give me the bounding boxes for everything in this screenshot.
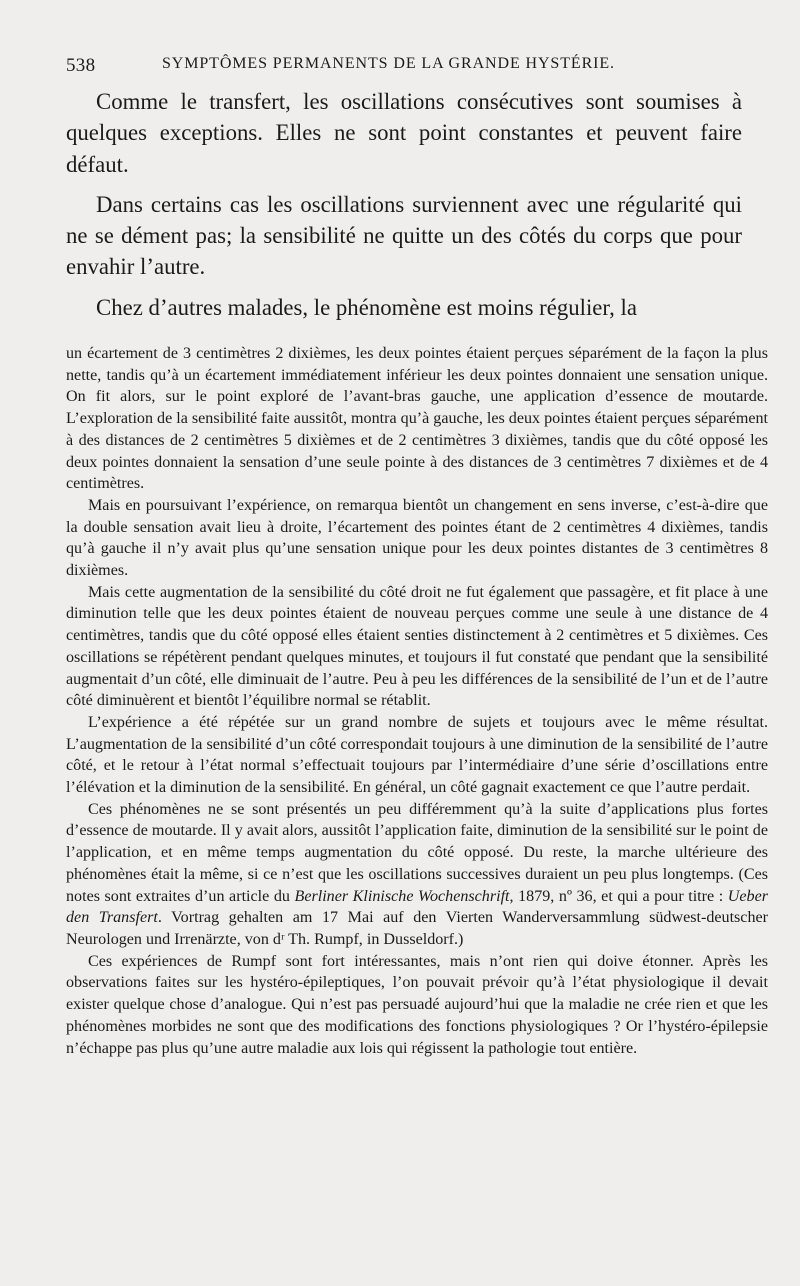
- note-p5-text-b: , 1879, nº 36, et qui a pour titre :: [509, 887, 724, 905]
- footnote-block: [66, 343, 768, 1059]
- note-paragraph-2: Mais en poursuivant l’expérience, on remarqua bientôt un changement en sens inverse, c’est-à-dire que la double sensation avait lieu à droite, l’écartement des pointes étant de 2 centimètres 4 dixièmes, tandis qu’à gauche il n’y avait plus qu’une sensation unique pour les deux pointes distantes de 3 centimètres 8 dixièmes.: [66, 496, 768, 580]
- running-head: SYMPTÔMES PERMANENTS DE LA GRANDE HYSTÉRIE.: [162, 55, 615, 72]
- note-paragraph-1: un écartement de 3 centimètres 2 dixièmes, les deux pointes étaient perçues séparément de la façon la plus nette, tandis qu’à un écartement immédiatement inférieur les deux pointes donnaient une sensation unique. On fit alors, sur le point exploré de l’avant-bras gauche, une application d’essence de moutarde. L’exploration de la sensibilité faite aussitôt, montra qu’à gauche, les deux pointes étaient perçues séparément à des distances de 2 centimètres 5 dixièmes et de 2 centimètres 3 dixièmes, tandis que du côté opposé les deux pointes donnaient la sensation d’une seule pointe à des distances de 3 centimètres 7 dixièmes et de 4 centimètres.: [66, 345, 768, 493]
- page-number: 538: [66, 55, 96, 76]
- article-title: Ueber den Transfert: [66, 887, 768, 927]
- main-paragraph-3: Chez d’autres malades, le phénomène est moins régulier, la: [96, 294, 637, 320]
- main-paragraph-1: Comme le transfert, les oscillations consécutives sont soumises à quelques exceptions. Elles ne sont point constantes et peuvent faire défaut.: [66, 89, 742, 177]
- main-text: [66, 86, 742, 323]
- note-paragraph-5: [66, 799, 768, 951]
- note-paragraph-4: L’expérience a été répétée sur un grand nombre de sujets et toujours avec le même résultat. L’augmentation de la sensibilité d’un côté correspondait toujours à une diminution de la sensibilité de l’autre côté, et le retour à l’état normal s’effectuait toujours par l’intermédiaire d’une série d’oscillations entre l’élévation et la diminution de la sensibilité. En général, un côté gagnait exactement ce que l’autre perdait.: [66, 713, 768, 797]
- main-paragraph-2: Dans certains cas les oscillations surviennent avec une régularité qui ne se dément pas; la sensibilité ne quitte un des côtés du corps que pour envahir l’autre.: [66, 191, 742, 280]
- note-p5-text-c: . Vortrag gehalten am 17 Mai auf den Vierten Wanderversammlung südwest-deutscher Neurologen und Irrenärzte, von dʳ Th. Rumpf, in Dusseldorf.): [66, 909, 768, 948]
- note-paragraph-3: Mais cette augmentation de la sensibilité du côté droit ne fut également que passagère, et fit place à une diminution telle que les deux pointes étaient de nouveau perçues comme une seule à une distance de 4 centimètres, tandis que du côté opposé elles étaient senties distinctement à 2 centimètres et 5 dixièmes. Ces oscillations se répétèrent pendant quelques minutes, et toujours il fut constaté que pendant que la sensibilité augmentait d’un côté, elle diminuait de l’autre. Peu à peu les différences de la sensibilité de l’un et de l’autre côté diminuèrent et bientôt l’équilibre normal se rétablit.: [66, 583, 768, 710]
- journal-title: Berliner Klinische Wochenschrift: [294, 887, 510, 905]
- note-p5-text-a: Ces phénomènes ne se sont présentés un peu différemment qu’à la suite d’applications plus fortes d’essence de moutarde. Il y avait alors, aussitôt l’application faite, diminution de la sensibilité sur le point de l’application, et en même temps augmentation du côté opposé. Du reste, la marche ultérieure des phénomènes était la même, si ce n’est que les oscillations successives duraient un peu plus longtemps. (Ces notes sont extraites d’un article du: [66, 800, 768, 905]
- page-header: [66, 50, 750, 80]
- note-paragraph-6: Ces expériences de Rumpf sont fort intéressantes, mais n’ont rien qui doive étonner. Après les observations faites sur les hystéro-épileptiques, l’on pouvait prévoir qu’à l’état physiologique il devait exister quelque chose d’analogue. Qui n’est pas persuadé aujourd’hui que la maladie ne crée rien et que les phénomènes morbides ne sont que des modifications des fonctions physiologiques ? Or l’hystéro-épilepsie n’échappe pas plus qu’une autre maladie aux lois qui régissent la pathologie tout entière.: [66, 952, 768, 1057]
